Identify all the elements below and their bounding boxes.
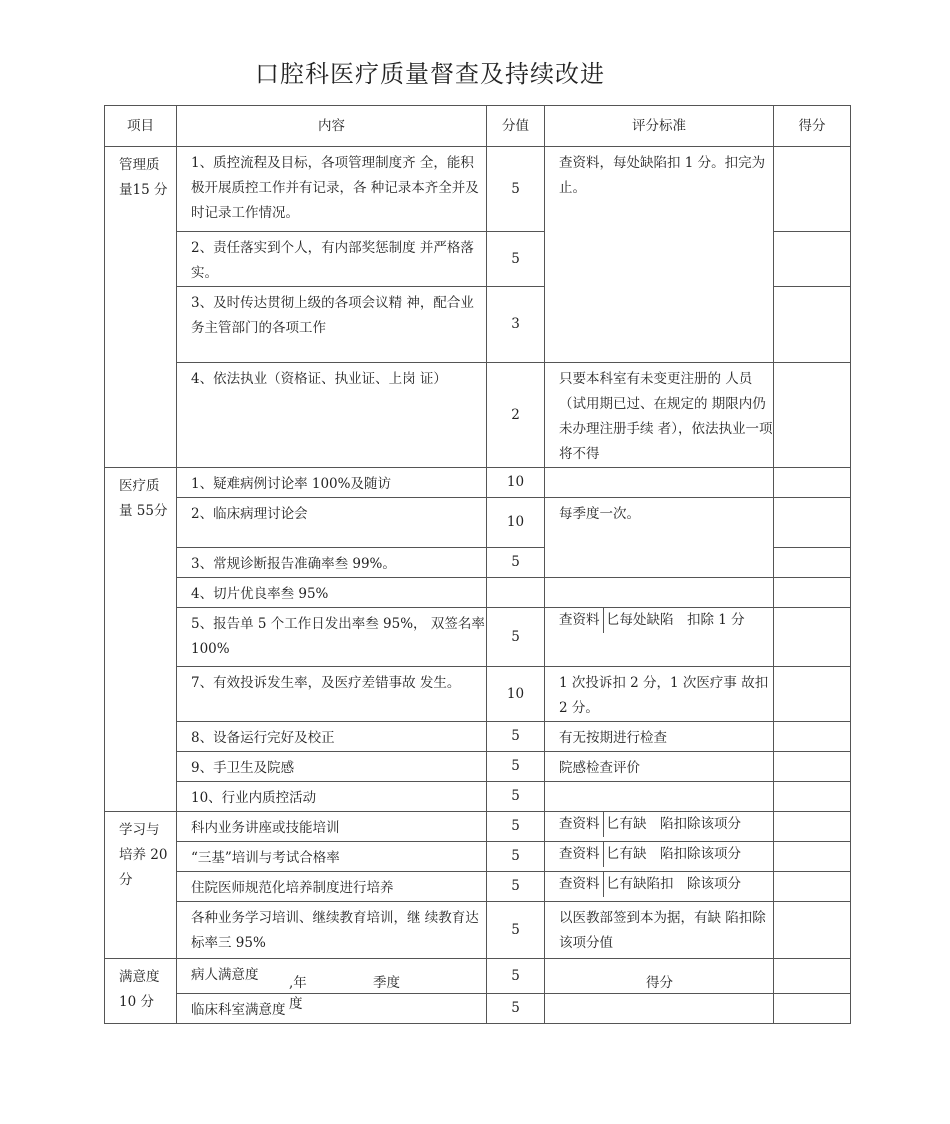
got-cell [774, 812, 851, 842]
got-cell [774, 147, 851, 232]
row-score: 5 [487, 147, 545, 232]
got-cell [774, 782, 851, 812]
row-score: 5 [487, 232, 545, 287]
standard-part-a: 查资料 [545, 608, 604, 633]
got-cell [774, 548, 851, 578]
standard-part-b: 匕有缺 陷扣除该项分 [606, 846, 741, 862]
section-mgmt: 管理质量15 分 [105, 147, 177, 468]
table-row [105, 959, 851, 994]
row-score: 10 [487, 667, 545, 722]
footer-quarter: 季度 [373, 975, 400, 991]
got-cell [774, 287, 851, 363]
standard-cell [545, 994, 774, 1024]
got-cell [774, 498, 851, 548]
table-row [105, 902, 851, 959]
standard-part-a: 查资料 [545, 872, 604, 897]
standard-cell: 查资料，每处缺陷扣 1 分。扣完为止。 [545, 147, 774, 363]
header-got: 得分 [774, 106, 851, 147]
row-score: 10 [487, 498, 545, 548]
standard-part-b: 匕有缺 陷扣除该项分 [606, 816, 741, 832]
row-score: 5 [487, 959, 545, 994]
got-cell [774, 468, 851, 498]
row-score: 5 [487, 608, 545, 667]
got-cell [774, 363, 851, 468]
section-satisfaction: 满意度10 分 [105, 959, 177, 1024]
page-title: 口腔科医疗质量督查及持续改进 [255, 60, 605, 88]
table-row [105, 608, 851, 667]
standard-cell [545, 468, 774, 498]
row-content: 10、行业内质控活动 [177, 782, 487, 812]
row-score: 5 [487, 902, 545, 959]
got-cell [774, 752, 851, 782]
row-content: 3、及时传达贯彻上级的各项会议精 神，配合业务主管部门的各项工作 [177, 287, 487, 363]
got-cell [774, 667, 851, 722]
section-medical: 医疗质量 55分 [105, 468, 177, 812]
header-score: 分值 [487, 106, 545, 147]
table-row [105, 578, 851, 608]
header-standard: 评分标准 [545, 106, 774, 147]
row-score: 5 [487, 782, 545, 812]
table-row [105, 994, 851, 1024]
table-row [105, 752, 851, 782]
row-content: 8、设备运行完好及校正 [177, 722, 487, 752]
standard-cell: 只要本科室有未变更注册的 人员（试用期已过、在规定的 期限内仍未办理注册手续 者），依法执业一项将不得 [545, 363, 774, 468]
table-row [105, 872, 851, 902]
got-cell [774, 959, 851, 994]
row-score: 10 [487, 468, 545, 498]
standard-cell [545, 782, 774, 812]
table-row [105, 782, 851, 812]
standard-part-b: 匕每处缺陷 扣除 1 分 [606, 612, 745, 628]
row-score: 5 [487, 842, 545, 872]
header-content: 内容 [177, 106, 487, 147]
got-cell [774, 872, 851, 902]
table-row [105, 498, 851, 548]
got-cell [774, 842, 851, 872]
row-score [487, 578, 545, 608]
section-study: 学习与培养 20分 [105, 812, 177, 959]
got-cell [774, 994, 851, 1024]
standard-part-a: 查资料 [545, 842, 604, 867]
row-content: 科内业务讲座或技能培训 [177, 812, 487, 842]
row-content: 7、有效投诉发生率，及医疗差错事故 发生。 [177, 667, 487, 722]
evaluation-table [104, 105, 851, 1024]
row-content: 临床科室满意度 [177, 994, 487, 1024]
got-cell [774, 608, 851, 667]
got-cell [774, 232, 851, 287]
row-content: “三基”培训与考试合格率 [177, 842, 487, 872]
standard-cell [545, 842, 774, 872]
row-content: 各种业务学习培训、继续教育培训，继 续教育达标率三 95% [177, 902, 487, 959]
row-content: 病人满意度 [177, 959, 487, 994]
footer-score: 得分 [646, 975, 673, 991]
standard-cell: 有无按期进行检查 [545, 722, 774, 752]
footer-du: 度 [289, 996, 303, 1012]
row-content: 2、责任落实到个人，有内部奖惩制度 并严格落实。 [177, 232, 487, 287]
row-score: 3 [487, 287, 545, 363]
got-cell [774, 578, 851, 608]
standard-cell [545, 812, 774, 842]
row-content: 1、疑难病例讨论率 100%及随访 [177, 468, 487, 498]
table-row [105, 147, 851, 232]
standard-cell: 院感检查评价 [545, 752, 774, 782]
row-score: 5 [487, 722, 545, 752]
standard-cell: 以医教部签到本为据，有缺 陷扣除该项分值 [545, 902, 774, 959]
row-score: 2 [487, 363, 545, 468]
table-row [105, 722, 851, 752]
row-content: 3、常规诊断报告准确率叁 99%。 [177, 548, 487, 578]
standard-cell [545, 608, 774, 667]
row-content: 9、手卫生及院感 [177, 752, 487, 782]
header-item: 项目 [105, 106, 177, 147]
got-cell [774, 722, 851, 752]
row-score: 5 [487, 872, 545, 902]
row-content: 4、依法执业（资格证、执业证、上岗 证） [177, 363, 487, 468]
table-row [105, 468, 851, 498]
row-content: 1、质控流程及目标，各项管理制度齐 全，能积极开展质控工作并有记录，各 种记录本齐全并及时记录工作情况。 [177, 147, 487, 232]
standard-cell [545, 872, 774, 902]
standard-cell [545, 578, 774, 608]
got-cell [774, 902, 851, 959]
table-row [105, 363, 851, 468]
row-content: 4、切片优良率叁 95% [177, 578, 487, 608]
table-row [105, 667, 851, 722]
row-content: 住院医师规范化培养制度进行培养 [177, 872, 487, 902]
standard-part-a: 查资料 [545, 812, 604, 837]
standard-cell: 1 次投诉扣 2 分，1 次医疗事 故扣 2 分。 [545, 667, 774, 722]
table-row [105, 812, 851, 842]
row-score: 5 [487, 548, 545, 578]
table-row [105, 842, 851, 872]
footer-year: ,年 [289, 975, 307, 991]
row-score: 5 [487, 812, 545, 842]
row-score: 5 [487, 752, 545, 782]
row-content: 2、临床病理讨论会 [177, 498, 487, 548]
header-row [105, 106, 851, 147]
standard-cell: 每季度一次。 [545, 498, 774, 578]
standard-part-b: 匕有缺陷扣 除该项分 [606, 876, 741, 892]
row-content: 5、报告单 5 个工作日发出率叁 95%， 双签名率 100% [177, 608, 487, 667]
row-score: 5 [487, 994, 545, 1024]
